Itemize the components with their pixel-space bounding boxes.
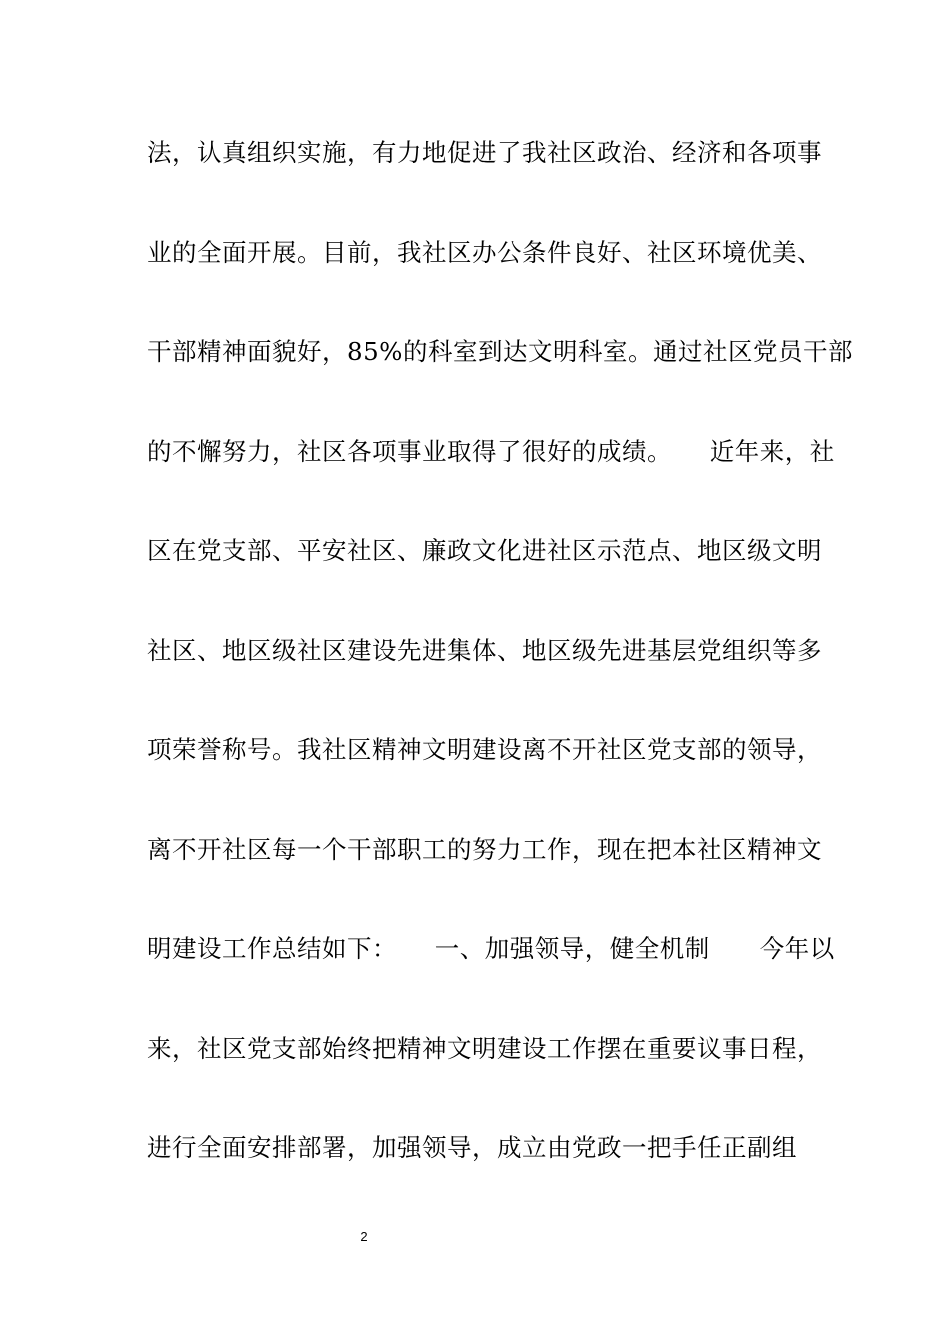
text-line-5: 区在党支部、平安社区、廉政文化进社区示范点、地区级文明 xyxy=(147,536,822,565)
text-line-4: 的不懈努力，社区各项事业取得了很好的成绩。 近年来，社 xyxy=(147,436,835,466)
text-line-2: 业的全面开展。目前，我社区办公条件良好、社区环境优美、 xyxy=(147,237,822,267)
text-line-9: 明建设工作总结如下： 一、加强领导，健全机制 今年以 xyxy=(147,934,835,963)
text-line-8: 离不开社区每一个干部职工的努力工作，现在把本社区精神文 xyxy=(147,834,822,864)
text-line-3: 干部精神面貌好，85%的科室到达文明科室。通过社区党员干部 xyxy=(147,337,853,366)
text-line-10: 来，社区党支部始终把精神文明建设工作摆在重要议事日程， xyxy=(147,1033,822,1063)
body-text xyxy=(147,128,853,1223)
text-line-1: 法，认真组织实施，有力地促进了我社区政治、经济和各项事 xyxy=(147,138,822,167)
text-line-6: 社区、地区级社区建设先进集体、地区级先进基层党组织等多 xyxy=(147,635,822,665)
text-line-11: 进行全面安排部署，加强领导，成立由党政一把手任正副组 xyxy=(147,1133,797,1162)
page-number: 2 xyxy=(360,1229,368,1244)
text-line-7: 项荣誉称号。我社区精神文明建设离不开社区党支部的领导， xyxy=(147,735,822,764)
